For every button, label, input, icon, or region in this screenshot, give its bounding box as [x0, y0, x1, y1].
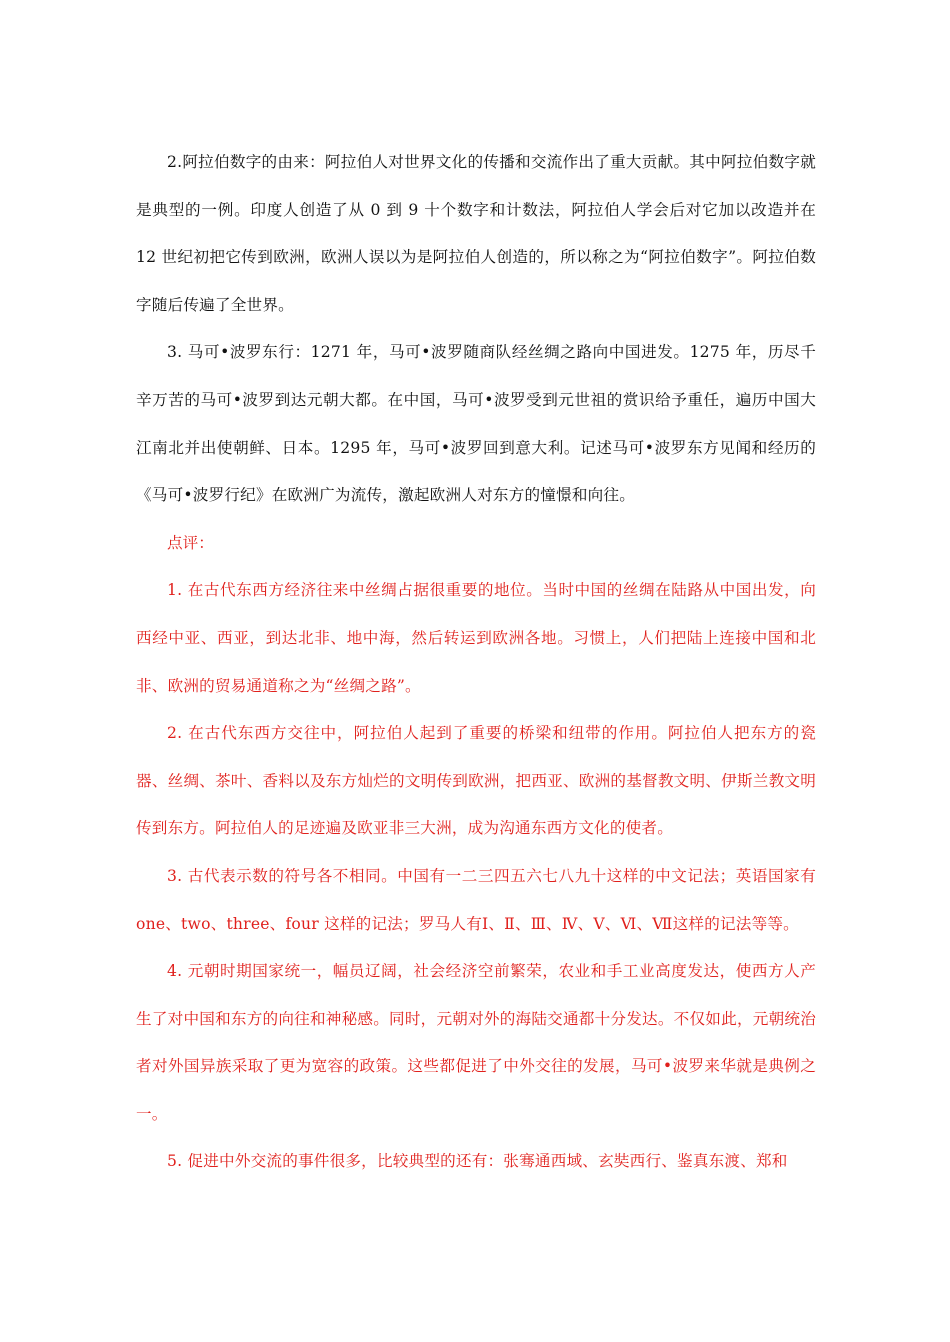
document-body [136, 139, 816, 1186]
comment-item-3: 3. 古代表示数的符号各不相同。中国有一二三四五六七八九十这样的中文记法；英语国家有 one、two、three、four 这样的记法；罗马人有Ⅰ、Ⅱ、Ⅲ、Ⅳ、Ⅴ、Ⅵ、Ⅶ这样的记法等等。 [136, 866, 816, 933]
paragraph-arabic-numerals: 2.阿拉伯数字的由来：阿拉伯人对世界文化的传播和交流作出了重大贡献。其中阿拉伯数字就是典型的一例。印度人创造了从 0 到 9 十个数字和计数法，阿拉伯人学会后对它加以改造并在 12 世纪初把它传到欧洲，欧洲人误以为是阿拉伯人创造的，所以称之为“阿拉伯数字”。阿拉伯数字随后传遍了全世界。 [136, 153, 816, 314]
comment-item-4: 4. 元朝时期国家统一，幅员辽阔，社会经济空前繁荣，农业和手工业高度发达，使西方人产生了对中国和东方的向往和神秘感。同时，元朝对外的海陆交通都十分发达。不仅如此，元朝统治者对外国异族采取了更为宽容的政策。这些都促进了中外交往的发展，马可•波罗来华就是典例之一。 [136, 962, 816, 1123]
comment-item-2: 2. 在古代东西方交往中，阿拉伯人起到了重要的桥梁和纽带的作用。阿拉伯人把东方的瓷器、丝绸、茶叶、香料以及东方灿烂的文明传到欧洲，把西亚、欧洲的基督教文明、伊斯兰教文明传到东方。阿拉伯人的足迹遍及欧亚非三大洲，成为沟通东西方文化的使者。 [136, 724, 816, 838]
paragraph-marco-polo: 3. 马可•波罗东行：1271 年，马可•波罗随商队经丝绸之路向中国进发。1275 年，历尽千辛万苦的马可•波罗到达元朝大都。在中国，马可•波罗受到元世祖的赏识给予重任，遍历中国大江南北并出使朝鲜、日本。1295 年，马可•波罗回到意大利。记述马可•波罗东方见闻和经历的《马可•波罗行纪》在欧洲广为流传，激起欧洲人对东方的憧憬和向往。 [136, 343, 816, 505]
comment-item-1: 1. 在古代东西方经济往来中丝绸占据很重要的地位。当时中国的丝绸在陆路从中国出发，向西经中亚、西亚，到达北非、地中海，然后转运到欧洲各地。习惯上，人们把陆上连接中国和北非、欧洲的贸易通道称之为“丝绸之路”。 [136, 581, 816, 695]
comment-label: 点评： [167, 533, 214, 552]
comment-item-5: 5. 促进中外交流的事件很多，比较典型的还有：张骞通西域、玄奘西行、鉴真东渡、郑和 [167, 1152, 788, 1171]
